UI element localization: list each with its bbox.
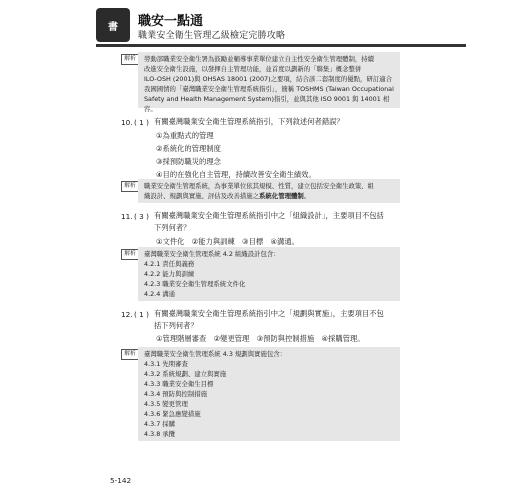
page-number: 5-142 (110, 476, 132, 485)
explanation-line: 臺灣職業安全衛生管理系統 4.3 規劃與實施包含： (144, 350, 287, 358)
explanation-text: 織設計、規劃與實施、評估及改善措施之 (144, 192, 260, 200)
explanation-line: 改進安全衛生設施，以發揮自主管理功能，並首度以劃新的「聯集」概念整併 (144, 65, 362, 73)
explanation-line (144, 191, 394, 201)
question-text-line: 括下列何者？ (154, 321, 198, 330)
explanation-line: 我國國情的「臺灣職業安全衛生管理系統指引」，簡稱 TOSHMS (Taiwan Occupational (144, 85, 394, 93)
explanation-box-4 (138, 347, 400, 441)
explanation-line: 4.2.2 能力與訓練 (144, 270, 195, 278)
explanation-line: 4.2.1 責任與義務 (144, 260, 195, 268)
brand-title: 職安一點通 (138, 14, 204, 29)
question-text: 有關臺灣職業安全衛生管理系統指引，下列敘述何者錯誤？ (154, 117, 344, 126)
question-number: 11. (121, 212, 133, 221)
explanation-line: 4.3.7 採購 (144, 420, 176, 428)
question-answer: ( 1 ) (134, 118, 149, 127)
options-line: ①管理階層審查 ②變更管理 ③預防與控制措施 ④採購管理。 (156, 334, 365, 343)
explanation-tag: 解析 (121, 181, 139, 192)
question-number: 10. (121, 118, 133, 127)
book-subtitle: 職業安全衛生管理乙級檢定完勝攻略 (138, 31, 286, 41)
explanation-line: 4.2.3 職業安全衛生管理系統文件化 (144, 280, 246, 288)
question-number: 12. (121, 310, 133, 319)
option: ③採預防職災的理念 (156, 157, 221, 166)
question-answer: ( 1 ) (134, 310, 149, 319)
explanation-tag: 解析 (121, 54, 139, 65)
page-header (96, 8, 466, 46)
explanation-line: 4.2.4 溝通 (144, 290, 176, 298)
explanation-tag: 解析 (121, 249, 139, 260)
explanation-line: ILO-OSH (2001)與 OHSAS 18001 (2007)之要項，結合該二套制度的優點，研訂適合 (144, 75, 393, 83)
explanation-line: 4.3.6 緊急應變措施 (144, 410, 201, 418)
explanation-line: 4.3.5 變更管理 (144, 400, 188, 408)
question-text-line: 有關臺灣職業安全衛生管理系統指引中之「規劃與實施」，主要項目不包 (154, 309, 384, 318)
question-text-line: 下列何者？ (154, 223, 191, 232)
question-text (154, 210, 404, 234)
question-text-line: 有關臺灣職業安全衛生管理系統指引中之「組織設計」，主要項目不包括 (154, 211, 384, 220)
explanation-box-1 (138, 52, 400, 113)
explanation-line: 臺灣職業安全衛生管理系統 4.2 組織設計包含： (144, 250, 280, 258)
explanation-line: 4.3.8 承攬 (144, 430, 176, 438)
explanation-line: Safety and Health Management System)指引，並與其他 ISO 9001 與 14001 相容。 (144, 95, 390, 113)
options-line: ①文件化 ②能力與訓練 ③目標 ④溝通。 (156, 237, 299, 246)
explanation-line: 4.3.2 系統規劃、建立與實施 (144, 370, 227, 378)
book-logo-icon: 書 (96, 8, 130, 42)
explanation-text: 。 (303, 192, 311, 200)
explanation-line: 4.3.3 職業安全衛生目標 (144, 380, 214, 388)
explanation-line: 勞動部職業安全衛生署為鼓勵並輔導事業單位建立自主性安全衛生管理體制，持續 (144, 55, 375, 63)
explanation-line: 4.3.1 先期審查 (144, 360, 188, 368)
question-text (154, 308, 404, 332)
explanation-box-2 (138, 179, 400, 203)
option: ④目的在強化自主管理，持續改善安全衛生績效。 (156, 170, 316, 179)
option: ①為重點式的管理 (156, 131, 214, 140)
question-answer: ( 3 ) (134, 212, 149, 221)
option: ②系統化的管理制度 (156, 144, 221, 153)
explanation-line: 4.3.4 預防與控制措施 (144, 390, 208, 398)
explanation-box-3 (138, 247, 400, 301)
explanation-line: 職業安全衛生管理系統，為事業單位依其規模、性質，建立包括安全衛生政策、組 (144, 182, 375, 190)
explanation-tag: 解析 (121, 349, 139, 360)
emphasis-text: 系統化管理體制 (259, 192, 304, 200)
header-divider (96, 44, 466, 47)
